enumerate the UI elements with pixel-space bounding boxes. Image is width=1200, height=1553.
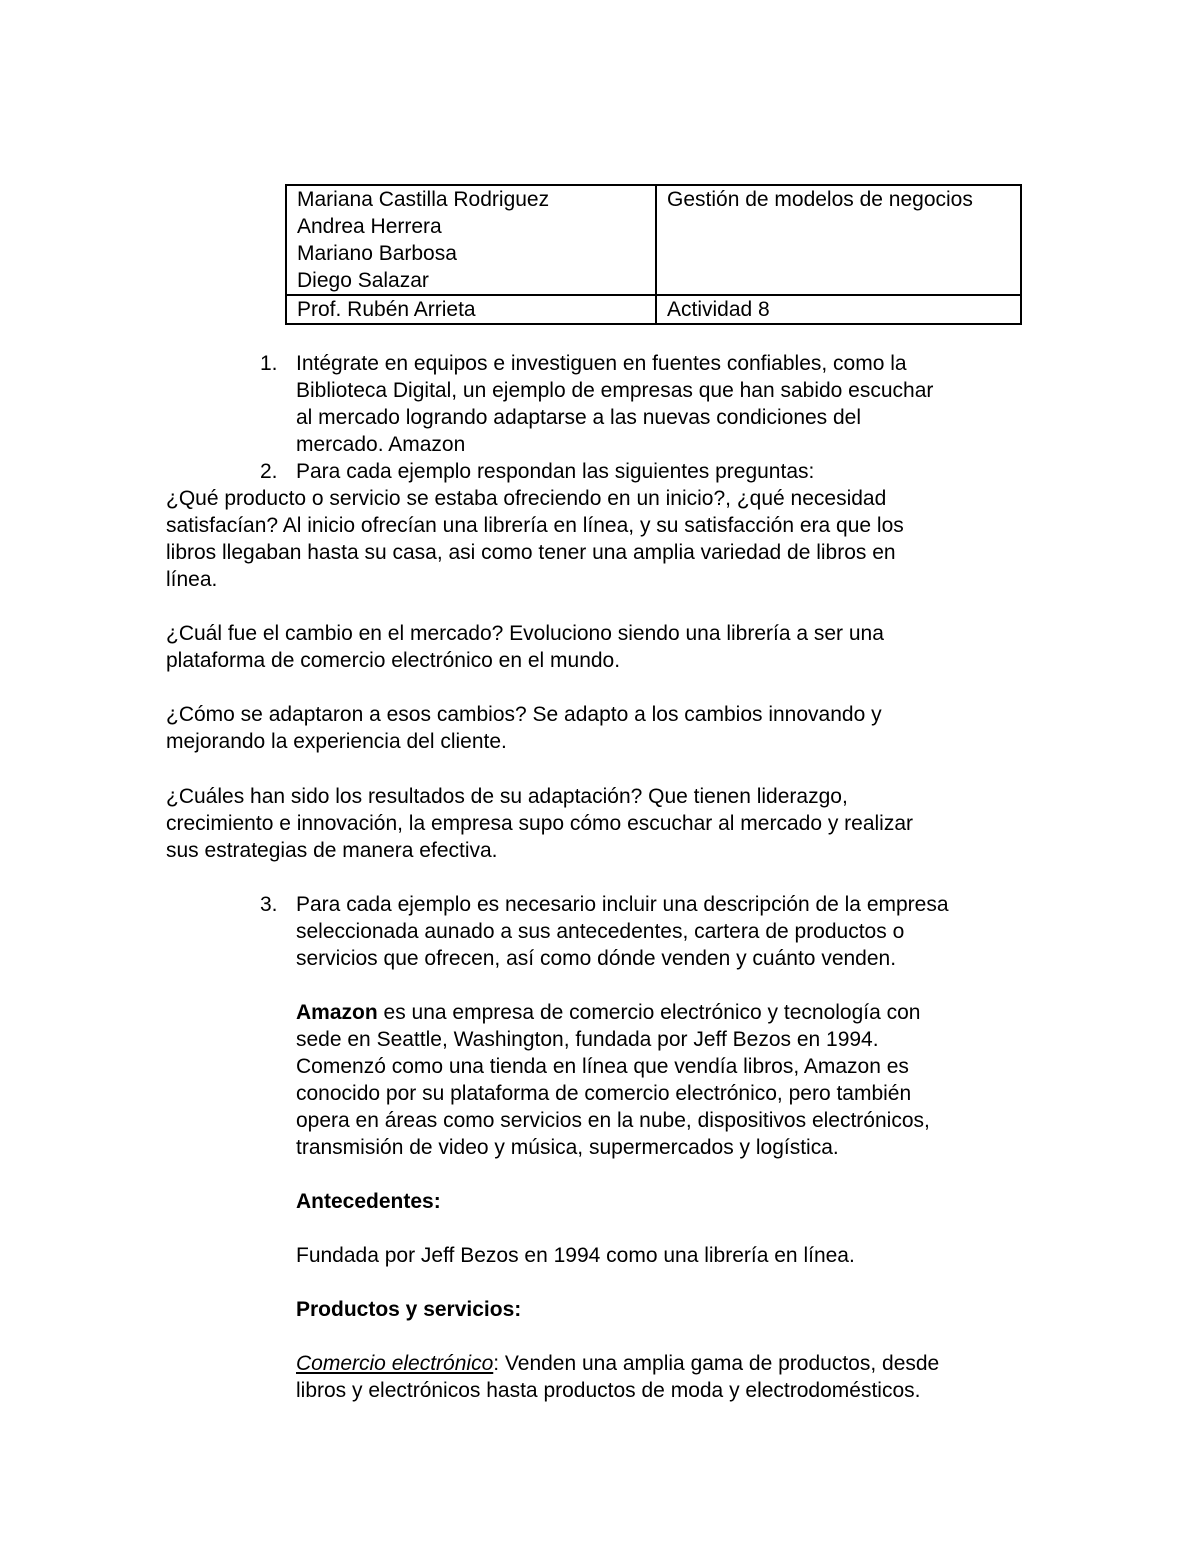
text-line: opera en áreas como servicios en la nube, dispositivos electrónicos, — [296, 1109, 930, 1132]
company-name: Amazon — [296, 1001, 378, 1024]
amazon-description — [296, 999, 1036, 1161]
text-line: servicios que ofrecen, así como dónde venden y cuánto venden. — [296, 947, 897, 970]
text-line: Para cada ejemplo es necesario incluir una descripción de la empresa — [296, 893, 949, 916]
text-line: plataforma de comercio electrónico en el mundo. — [166, 649, 621, 672]
list-number: 2. — [260, 460, 278, 483]
text-line: seleccionada aunado a sus antecedentes, cartera de productos o — [296, 920, 905, 943]
question-4-paragraph — [166, 783, 1026, 864]
activity-cell — [656, 295, 1021, 324]
text-line — [296, 1350, 1036, 1377]
section-heading — [296, 1296, 1036, 1323]
course-cell — [656, 185, 1021, 295]
professor-cell — [286, 295, 656, 324]
text-line: Fundada por Jeff Bezos en 1994 como una librería en línea. — [296, 1244, 855, 1267]
text-line: ¿Qué producto o servicio se estaba ofreciendo en un inicio?, ¿qué necesidad — [166, 487, 887, 510]
list-number: 1. — [260, 352, 278, 375]
text-fragment: : Venden una amplia gama de productos, desde — [493, 1352, 940, 1375]
question-2-paragraph — [166, 620, 1026, 674]
text-line: satisfacían? Al inicio ofrecían una librería en línea, y su satisfacción era que los — [166, 514, 904, 537]
team-member: Andrea Herrera — [297, 215, 442, 238]
course-name: Gestión de modelos de negocios — [667, 188, 973, 211]
text-line: conocido por su plataforma de comercio electrónico, pero también — [296, 1082, 912, 1105]
text-line: libros y electrónicos hasta productos de moda y electrodomésticos. — [296, 1379, 921, 1402]
team-member: Diego Salazar — [297, 269, 429, 292]
team-member: Mariano Barbosa — [297, 242, 457, 265]
question-3-paragraph — [166, 701, 1026, 755]
productos-text — [296, 1350, 1036, 1404]
text-line: mercado. Amazon — [296, 433, 466, 456]
section-heading — [296, 1188, 1036, 1215]
list-number: 3. — [260, 893, 278, 916]
text-line: sus estrategias de manera efectiva. — [166, 839, 498, 862]
header-table — [285, 184, 1022, 325]
question-1-paragraph — [166, 485, 1026, 593]
text-line: libros llegaban hasta su casa, asi como tener una amplia variedad de libros en — [166, 541, 896, 564]
heading-text: Productos y servicios: — [296, 1298, 522, 1321]
text-line — [296, 999, 1036, 1026]
text-line: crecimiento e innovación, la empresa supo cómo escuchar al mercado y realizar — [166, 812, 914, 835]
text-line: Biblioteca Digital, un ejemplo de empresas que han sabido escuchar — [296, 379, 934, 402]
antecedentes-text — [296, 1242, 1036, 1269]
activity-name: Actividad 8 — [667, 298, 770, 321]
team-member: Mariana Castilla Rodriguez — [297, 188, 550, 211]
team-names-cell — [286, 185, 656, 295]
text-line: línea. — [166, 568, 218, 591]
text-line: ¿Cuál fue el cambio en el mercado? Evoluciono siendo una librería a ser una — [166, 622, 884, 645]
text-line: Para cada ejemplo respondan las siguientes preguntas: — [296, 460, 815, 483]
text-fragment: es una empresa de comercio electrónico y tecnología con — [377, 1001, 921, 1024]
heading-text: Antecedentes: — [296, 1190, 441, 1213]
antecedentes-section — [296, 1188, 1036, 1215]
text-line: sede en Seattle, Washington, fundada por Jeff Bezos en 1994. — [296, 1028, 879, 1051]
text-line: transmisión de video y música, supermercados y logística. — [296, 1136, 839, 1159]
productos-section — [296, 1296, 1036, 1323]
text-line: al mercado logrando adaptarse a las nuevas condiciones del — [296, 406, 862, 429]
text-line: ¿Cuáles han sido los resultados de su adaptación? Que tienen liderazgo, — [166, 785, 848, 808]
list-item-text — [296, 350, 1036, 458]
text-line: mejorando la experiencia del cliente. — [166, 730, 507, 753]
list-item-text — [296, 458, 1036, 485]
text-line: ¿Cómo se adaptaron a esos cambios? Se adapto a los cambios innovando y — [166, 703, 882, 726]
ecommerce-term: Comercio electrónico — [296, 1352, 494, 1375]
professor-name: Prof. Rubén Arrieta — [297, 298, 476, 321]
text-line: Intégrate en equipos e investiguen en fuentes confiables, como la — [296, 352, 907, 375]
text-line: Comenzó como una tienda en línea que vendía libros, Amazon es — [296, 1055, 909, 1078]
list-item-text — [296, 891, 1036, 972]
